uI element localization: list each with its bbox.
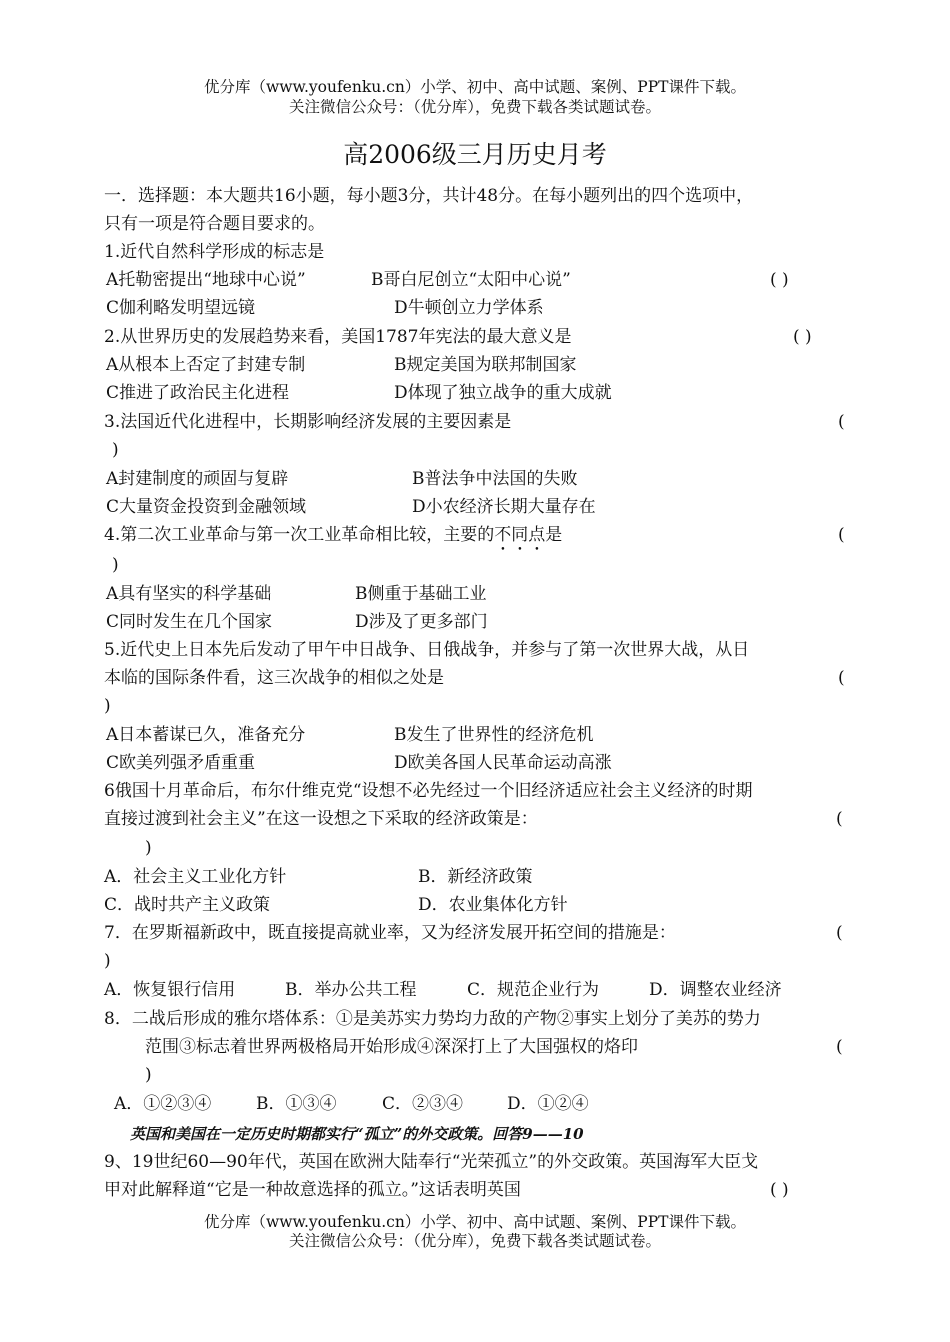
section-instruction-1: 一．选择题：本大题共16小题，每小题3分，共计48分。在每小题列出的四个选项中， [104,186,754,206]
passage-note: 英国和美国在一定历史时期都实行“孤立”的外交政策。回答9——10 [130,1125,584,1143]
q4-stem-pre: 4.第二次工业革命与第一次工业革命相比较，主要的 [104,525,495,545]
q7-option-b: B．举办公共工程 [285,980,417,1000]
q7-option-c: C．规范企业行为 [467,980,600,1000]
q3-option-d: D小农经济长期大量存在 [412,497,596,517]
q8-paren-close: ) [145,1065,152,1085]
q6-option-b: B．新经济政策 [418,867,533,887]
q8-paren-open: ( [836,1037,843,1057]
q4-paren-close: ) [112,555,119,575]
q5-option-b: B发生了世界性的经济危机 [394,725,594,745]
q6-paren-open: ( [836,809,843,829]
q7-paren-open: ( [836,923,843,943]
q7-paren-close: ) [104,951,111,971]
q6-option-d: D．农业集体化方针 [418,895,568,915]
q8-stem-line-2: 范围③标志着世界两极格局开始形成④深深打上了大国强权的烙印 [145,1037,638,1057]
q3-paren-close: ) [112,440,119,460]
q4-option-d: D涉及了更多部门 [355,612,488,632]
page-title: 高2006级三月历史月考 [343,140,607,169]
q1-option-c: C伽利略发明望远镜 [106,298,256,318]
q7-option-d: D．调整农业经济 [649,980,782,1000]
q2-option-c: C推进了政治民主化进程 [106,383,290,403]
q9-stem-line-2: 甲对此解释道“它是一种故意选择的孤立。”这话表明英国 [104,1180,521,1200]
q1-option-b: B哥白尼创立“太阳中心说” [371,270,571,290]
footer-line-2: 关注微信公众号：（优分库），免费下载各类试题试卷。 [288,1232,661,1250]
q4-option-a: A具有坚实的科学基础 [106,584,272,604]
q5-paren-close: ) [104,696,111,716]
q9-answer-paren: ( ) [770,1180,789,1200]
q6-stem-line-2: 直接过渡到社会主义”在这一设想之下采取的经济政策是： [104,809,538,829]
section-instruction-2: 只有一项是符合题目要求的。 [104,214,325,234]
q7-stem: 7．在罗斯福新政中，既直接提高就业率，又为经济发展开拓空间的措施是： [104,923,676,943]
q8-option-a: A．①②③④ [114,1094,212,1114]
q5-option-a: A日本蓄谋已久，准备充分 [106,725,306,745]
q8-stem-line-1: 8．二战后形成的雅尔塔体系：①是美苏实力势均力敌的产物②事实上划分了美苏的势力 [104,1009,761,1029]
q5-stem-line-1: 5.近代史上日本先后发动了甲午中日战争、日俄战争，并参与了第一次世界大战，从日 [104,640,750,660]
q2-option-d: D体现了独立战争的重大成就 [394,383,612,403]
q4-option-b: B侧重于基础工业 [355,584,487,604]
header-line-1: 优分库（www.youfenku.cn）小学、初中、高中试题、案例、PPT课件下载。 [203,78,747,96]
q8-option-d: D．①②④ [507,1094,589,1114]
q3-stem: 3.法国近代化进程中，长期影响经济发展的主要因素是 [104,412,512,432]
q3-paren-open: ( [838,412,845,432]
q9-stem-line-1: 9、19世纪60—90年代，英国在欧洲大陆奉行“光荣孤立”的外交政策。英国海军大臣戈 [104,1152,759,1172]
q6-option-a: A．社会主义工业化方针 [104,867,287,887]
header-line-2: 关注微信公众号：（优分库），免费下载各类试题试卷。 [288,98,661,116]
q2-stem: 2.从世界历史的发展趋势来看，美国1787年宪法的最大意义是 [104,327,572,347]
q5-option-c: C欧美列强矛盾重重 [106,753,256,773]
q6-stem-line-1: 6俄国十月革命后，布尔什维克党“设想不必先经过一个旧经济适应社会主义经济的时期 [104,781,753,801]
q5-paren-open: ( [838,668,845,688]
q3-option-b: B普法争中法国的失败 [412,469,578,489]
q7-option-a: A．恢复银行信用 [104,980,236,1000]
q4-option-c: C同时发生在几个国家 [106,612,273,632]
q2-option-b: B规定美国为联邦制国家 [394,355,577,375]
q1-stem: 1.近代自然科学形成的标志是 [104,242,325,262]
q1-option-d: D牛顿创立力学体系 [394,298,544,318]
q2-answer-paren: ( ) [793,327,812,347]
q3-option-c: C大量资金投资到金融领域 [106,497,307,517]
q2-option-a: A从根本上否定了封建专制 [106,355,306,375]
q8-option-c: C．②③④ [382,1094,464,1114]
q4-paren-open: ( [838,525,845,545]
q3-option-a: A封建制度的顽固与复辟 [106,469,289,489]
q6-paren-close: ) [145,838,152,858]
q6-option-c: C．战时共产主义政策 [104,895,271,915]
q5-stem-line-2: 本临的国际条件看，这三次战争的相似之处是 [104,668,444,688]
q4-stem-post: 是 [545,525,563,545]
q8-option-b: B．①③④ [256,1094,337,1114]
q5-option-d: D欧美各国人民革命运动高涨 [394,753,612,773]
q4-stem [104,524,562,555]
q1-option-a: A托勒密提出“地球中心说” [106,270,306,290]
footer-line-1: 优分库（www.youfenku.cn）小学、初中、高中试题、案例、PPT课件下载。 [203,1213,747,1231]
q1-answer-paren: ( ) [770,270,789,290]
q4-stem-emphasis: 不同点 [494,525,546,545]
